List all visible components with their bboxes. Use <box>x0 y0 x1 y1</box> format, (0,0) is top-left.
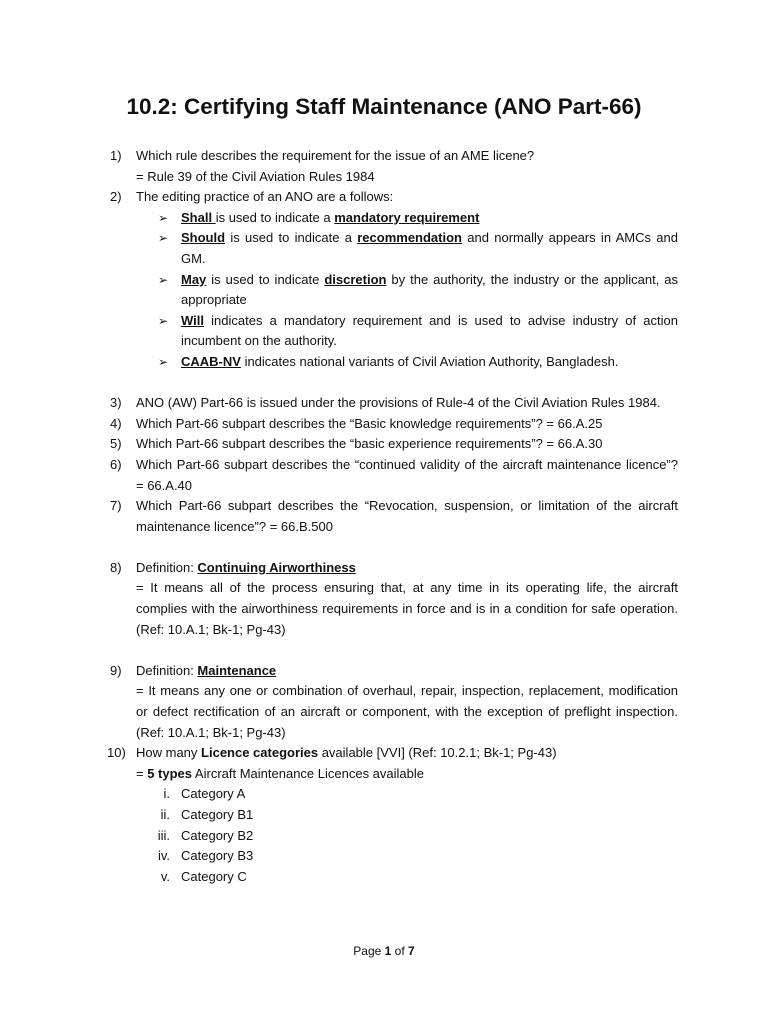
category-label: Category B3 <box>181 848 254 864</box>
category-label: Category C <box>181 868 247 884</box>
question-number: 4) <box>110 415 122 431</box>
question-text: The editing practice of an ANO are a follows: <box>136 189 394 205</box>
question-text: Which rule describes the requirement for the issue of an AME licene? <box>136 148 535 163</box>
arrow-bullet-icon: ➢ <box>158 354 169 369</box>
question-9 <box>110 661 678 743</box>
question-1 <box>110 146 678 187</box>
bullet-item <box>110 228 678 269</box>
bullet-text: indicates national variants of Civil Aviation Authority, Bangladesh. <box>240 353 619 369</box>
category-item <box>110 784 678 805</box>
question-7 <box>110 496 678 537</box>
question-3 <box>110 393 678 414</box>
bullet-text: is used to indicate <box>206 271 325 287</box>
page-number: 1 <box>384 944 392 958</box>
definition-label: Definition: <box>136 559 198 575</box>
roman-numeral: ii. <box>160 807 170 822</box>
question-text-pre: How many <box>136 745 202 761</box>
question-2 <box>110 187 678 208</box>
bullet-term: CAAB-NV <box>181 353 241 369</box>
bullet-key: recommendation <box>357 230 462 246</box>
bullet-rest: by the authority, the industry or the applicant, as appropriate <box>181 271 678 308</box>
question-text: ANO (AW) Part-66 is issued under the provisions of Rule-4 of the Civil Aviation Rules 1984. <box>136 395 661 411</box>
arrow-bullet-icon: ➢ <box>158 210 169 225</box>
arrow-bullet-icon: ➢ <box>158 231 169 246</box>
question-5 <box>110 434 678 455</box>
definition-label: Definition: <box>136 662 198 678</box>
question-text-bold: Licence categories <box>201 745 319 761</box>
category-label: Category A <box>181 786 246 802</box>
bullet-item <box>110 311 678 352</box>
roman-numeral: i. <box>163 786 170 802</box>
question-4 <box>110 414 678 435</box>
arrow-bullet-icon: ➢ <box>158 313 169 328</box>
question-number: 9) <box>110 662 122 678</box>
bullet-item <box>110 352 678 373</box>
definition-term: Maintenance <box>197 662 277 678</box>
answer-bold: 5 types <box>147 765 193 781</box>
question-number: 7) <box>110 498 122 514</box>
question-text: Which Part-66 subpart describes the “basic experience requirements”? = 66.A.30 <box>136 436 603 452</box>
definition-heading <box>136 558 678 579</box>
bullet-text: is used to indicate a <box>215 209 335 225</box>
bullet-rest: and normally appears in AMCs and GM. <box>181 230 678 266</box>
question-number: 5) <box>110 436 122 452</box>
question-number: 8) <box>110 559 122 575</box>
answer-text: = It means all of the process ensuring that, at any time in its operating life, the aircraft complies with the airworthiness requirements in force and is in a condition for safe operation. (Ref: 10.A.1; Bk-1; Pg-43) <box>136 580 678 637</box>
question-number: 10) <box>107 745 126 761</box>
question-text <box>136 743 678 764</box>
bullet-text: is used to indicate a <box>225 230 358 246</box>
question-number: 2) <box>110 189 122 205</box>
question-number: 6) <box>110 456 122 472</box>
question-number: 1) <box>110 148 122 163</box>
page-title: 10.2: Certifying Staff Maintenance (ANO Part-66) <box>126 94 642 119</box>
roman-numeral: v. <box>160 868 170 884</box>
category-label: Category B2 <box>181 827 254 843</box>
bullet-term: Should <box>181 230 226 246</box>
definition-heading <box>136 661 678 682</box>
answer-text <box>136 764 678 785</box>
page-total: 7 <box>408 944 415 958</box>
question-10 <box>107 743 678 784</box>
category-item <box>110 805 678 826</box>
category-label: Category B1 <box>181 807 254 822</box>
question-list <box>107 146 678 887</box>
bullet-term: Will <box>181 312 204 328</box>
roman-numeral: iii. <box>157 827 170 843</box>
bullet-term: May <box>181 271 207 287</box>
bullet-key: mandatory requirement <box>334 209 480 225</box>
answer-text: = Rule 39 of the Civil Aviation Rules 1984 <box>136 168 375 184</box>
question-number: 3) <box>110 395 122 411</box>
bullet-key: discretion <box>324 271 387 287</box>
category-item <box>110 826 678 847</box>
page-of: of <box>391 944 409 958</box>
answer-post: Aircraft Maintenance Licences available <box>192 765 424 781</box>
bullet-item <box>110 208 678 229</box>
bullet-term: Shall <box>181 209 216 225</box>
question-text: Which Part-66 subpart describes the “Basic knowledge requirements”? = 66.A.25 <box>136 415 603 431</box>
question-text-post: available [VVI] (Ref: 10.2.1; Bk-1; Pg-43) <box>318 745 557 761</box>
question-8 <box>110 558 678 640</box>
answer-text: = It means any one or combination of overhaul, repair, inspection, replacement, modification or defect rectification of an aircraft or component, with the exception of preflight inspection. (Ref: 10.A.1; Bk-1; Pg-43) <box>136 683 678 740</box>
question-text: Which Part-66 subpart describes the “Revocation, suspension, or limitation of the aircraft maintenance licence”? = 66.B.500 <box>136 498 678 534</box>
arrow-bullet-icon: ➢ <box>158 272 169 287</box>
roman-numeral: iv. <box>157 848 170 864</box>
bullet-text: indicates a mandatory requirement and is used to advise industry of action incumbent on the authority. <box>181 312 678 349</box>
category-item <box>110 867 678 888</box>
definition-term: Continuing Airworthiness <box>197 559 356 575</box>
question-6 <box>110 455 678 496</box>
answer-pre: = <box>136 765 148 781</box>
page-label: Page <box>353 944 385 958</box>
question-text: Which Part-66 subpart describes the “continued validity of the aircraft maintenance licence”? = 66.A.40 <box>136 456 678 493</box>
page-footer <box>0 944 768 958</box>
category-item <box>110 846 678 867</box>
bullet-item <box>110 270 678 311</box>
